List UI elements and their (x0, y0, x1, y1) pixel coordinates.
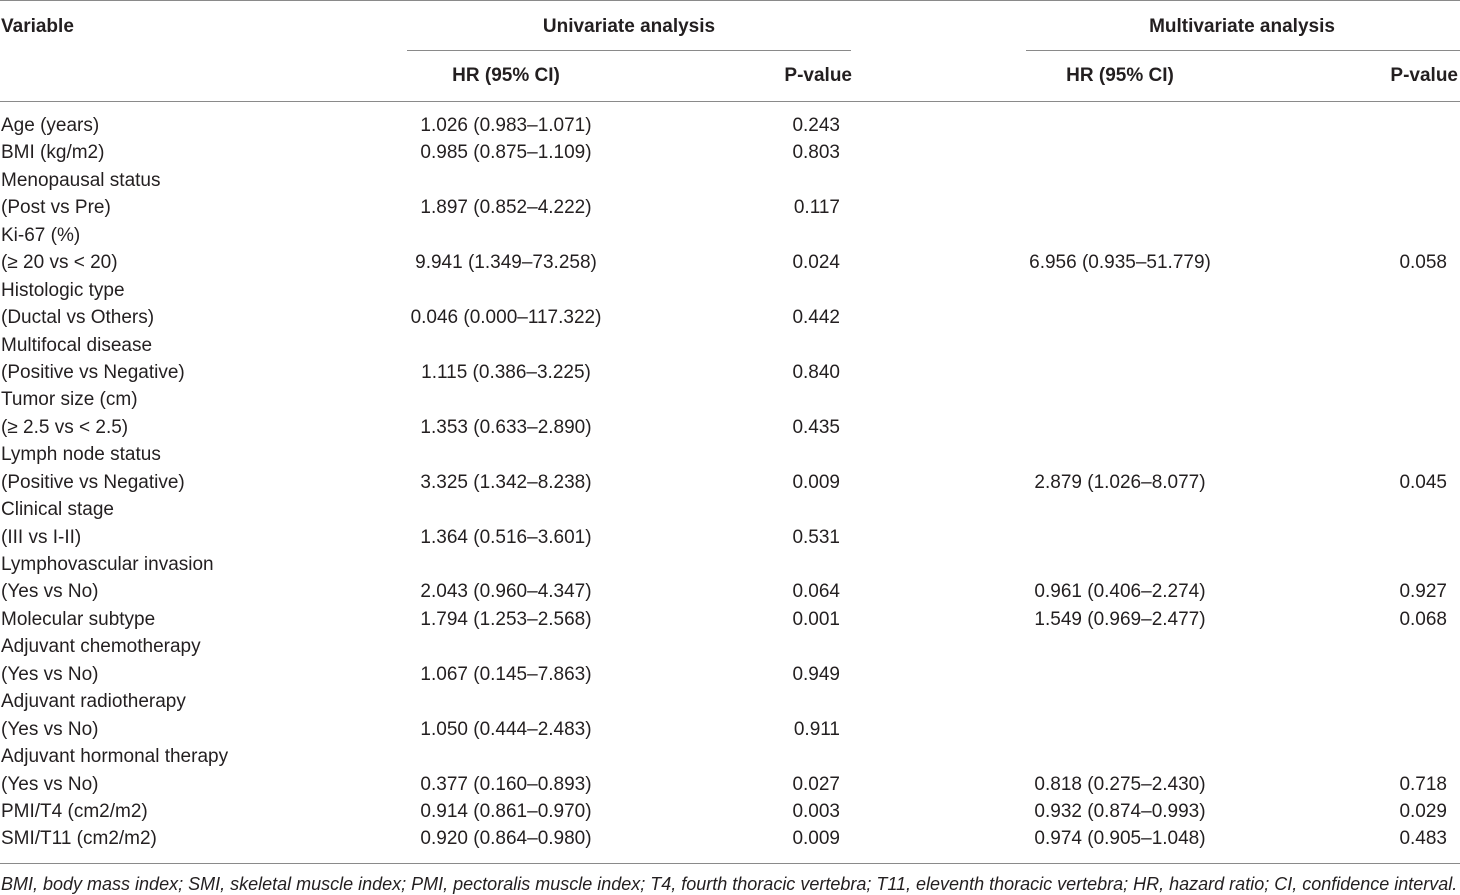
row-uni-hr: 0.377 (0.160–0.893) (420, 773, 592, 795)
row-multi-pvalue: 0.068 (1399, 608, 1447, 630)
row-uni-pvalue: 0.117 (793, 197, 840, 219)
row-variable: (III vs I-II) (1, 526, 82, 548)
row-multi-hr: 6.956 (0.935–51.779) (1029, 252, 1211, 274)
row-multi-hr: 2.879 (1.026–8.077) (1034, 471, 1206, 493)
table-row (0, 441, 1460, 468)
table-row (0, 606, 1460, 633)
row-uni-pvalue: 0.803 (792, 142, 840, 164)
table-top-rule (0, 0, 1460, 1)
row-uni-pvalue: 0.949 (792, 663, 840, 685)
table-row (0, 359, 1460, 386)
row-uni-hr: 1.067 (0.145–7.863) (420, 663, 592, 685)
row-variable: (≥ 20 vs < 20) (1, 252, 118, 274)
row-uni-hr: 0.046 (0.000–117.322) (410, 307, 602, 329)
table-bottom-rule (0, 863, 1460, 864)
header-multi-hr: HR (95% CI) (1066, 65, 1174, 86)
row-variable: Age (years) (1, 115, 100, 136)
row-variable: Menopausal status (1, 169, 161, 191)
row-variable: (Yes vs No) (1, 581, 99, 603)
row-uni-pvalue: 0.911 (793, 718, 840, 740)
row-variable: (Yes vs No) (1, 663, 99, 685)
row-multi-pvalue: 0.483 (1399, 828, 1447, 850)
row-variable: Histologic type (1, 279, 125, 301)
row-uni-pvalue: 0.442 (792, 307, 840, 329)
row-multi-pvalue: 0.045 (1399, 471, 1447, 493)
table-row (0, 167, 1460, 194)
table-row (0, 386, 1460, 413)
table-row (0, 332, 1460, 359)
row-variable: BMI (kg/m2) (1, 142, 105, 164)
table-row (0, 825, 1460, 852)
table-row (0, 716, 1460, 743)
table-row (0, 304, 1460, 331)
table-row (0, 194, 1460, 221)
table-row (0, 222, 1460, 249)
row-multi-pvalue: 0.029 (1399, 800, 1447, 822)
table-row (0, 414, 1460, 441)
row-uni-hr: 0.985 (0.875–1.109) (420, 142, 592, 164)
row-uni-hr: 1.026 (0.983–1.071) (420, 115, 592, 136)
row-variable: (Positive vs Negative) (1, 471, 185, 493)
row-variable: Multifocal disease (1, 334, 153, 356)
row-uni-hr: 1.794 (1.253–2.568) (420, 608, 592, 630)
row-uni-pvalue: 0.009 (792, 471, 840, 493)
row-uni-pvalue: 0.009 (792, 828, 840, 850)
table-row (0, 139, 1460, 166)
row-uni-hr: 0.914 (0.861–0.970) (420, 800, 592, 822)
header-variable: Variable (1, 16, 74, 37)
row-variable: Tumor size (cm) (1, 389, 138, 411)
row-variable: Molecular subtype (1, 608, 156, 630)
header-uni-hr: HR (95% CI) (452, 65, 560, 86)
row-variable: Lymph node status (1, 444, 161, 466)
row-variable: Adjuvant radiotherapy (1, 691, 186, 713)
row-uni-pvalue: 0.435 (792, 416, 840, 438)
row-multi-hr: 0.974 (0.905–1.048) (1034, 828, 1206, 850)
row-uni-pvalue: 0.024 (792, 252, 840, 274)
header-univariate: Univariate analysis (542, 16, 716, 37)
row-variable: (Ductal vs Others) (1, 307, 155, 329)
row-uni-pvalue: 0.531 (792, 526, 840, 548)
row-uni-pvalue: 0.003 (792, 800, 840, 822)
table-footnote: BMI, body mass index; SMI, skeletal muscle index; PMI, pectoralis muscle index; T4, fourth thoracic vertebra; T11, eleventh thoracic vertebra; HR, hazard ratio; CI, confidence interval. (1, 874, 1458, 894)
row-uni-hr: 1.364 (0.516–3.601) (420, 526, 592, 548)
table-row (0, 112, 1460, 139)
header-uni-pvalue: P-value (784, 65, 852, 86)
header-multivariate: Multivariate analysis (1149, 16, 1335, 37)
row-multi-hr: 0.961 (0.406–2.274) (1034, 581, 1206, 603)
row-uni-hr: 9.941 (1.349–73.258) (415, 252, 597, 274)
table-row (0, 524, 1460, 551)
row-uni-pvalue: 0.840 (792, 361, 840, 383)
row-variable: Lymphovascular invasion (1, 554, 214, 575)
row-multi-hr: 1.549 (0.969–2.477) (1034, 608, 1206, 630)
row-variable: (Positive vs Negative) (1, 361, 185, 383)
row-uni-hr: 3.325 (1.342–8.238) (420, 471, 592, 493)
row-variable: PMI/T4 (cm2/m2) (1, 800, 148, 822)
table-row (0, 771, 1460, 798)
row-uni-pvalue: 0.064 (792, 581, 840, 603)
table-row (0, 743, 1460, 770)
row-variable: SMI/T11 (cm2/m2) (1, 828, 157, 850)
table-row (0, 578, 1460, 605)
table-row (0, 688, 1460, 715)
row-multi-hr: 0.932 (0.874–0.993) (1034, 800, 1206, 822)
row-variable: Adjuvant chemotherapy (1, 636, 201, 658)
row-uni-hr: 1.353 (0.633–2.890) (420, 416, 592, 438)
univariate-group-rule (407, 50, 851, 51)
row-variable: (Yes vs No) (1, 773, 99, 795)
row-uni-pvalue: 0.243 (792, 115, 840, 136)
row-multi-pvalue: 0.058 (1399, 252, 1447, 274)
row-uni-pvalue: 0.027 (792, 773, 840, 795)
row-multi-pvalue: 0.927 (1399, 581, 1447, 603)
row-variable: Adjuvant hormonal therapy (1, 746, 229, 768)
table-row (0, 277, 1460, 304)
row-variable: Ki-67 (%) (1, 224, 81, 246)
row-multi-pvalue: 0.718 (1399, 773, 1447, 795)
row-variable: Clinical stage (1, 499, 114, 521)
row-uni-hr: 1.897 (0.852–4.222) (420, 197, 592, 219)
table-row (0, 661, 1460, 688)
table-row (0, 249, 1460, 276)
row-variable: (≥ 2.5 vs < 2.5) (1, 416, 129, 438)
row-uni-pvalue: 0.001 (792, 608, 840, 630)
multivariate-group-rule (1026, 50, 1460, 51)
row-variable: (Post vs Pre) (1, 197, 111, 219)
table-row (0, 469, 1460, 496)
row-variable: (Yes vs No) (1, 718, 99, 740)
table-row (0, 798, 1460, 825)
header-multi-pvalue: P-value (1390, 65, 1458, 86)
row-uni-hr: 1.050 (0.444–2.483) (420, 718, 592, 740)
table-row (0, 496, 1460, 523)
row-multi-hr: 0.818 (0.275–2.430) (1034, 773, 1206, 795)
row-uni-hr: 1.115 (0.386–3.225) (421, 361, 591, 383)
row-uni-hr: 2.043 (0.960–4.347) (420, 581, 592, 603)
header-bottom-rule (0, 101, 1460, 102)
table-row (0, 551, 1460, 578)
table-row (0, 633, 1460, 660)
table-body (0, 112, 1460, 853)
row-uni-hr: 0.920 (0.864–0.980) (420, 828, 592, 850)
